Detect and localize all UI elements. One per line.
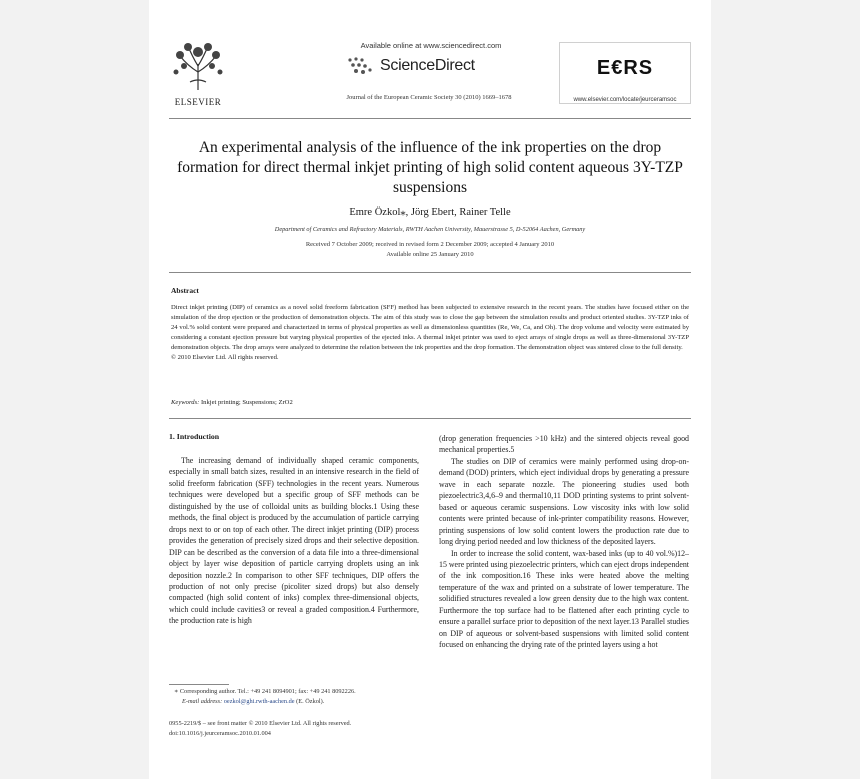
abstract-bottom-divider xyxy=(169,418,691,419)
doi-line[interactable]: doi:10.1016/j.jeurceramsoc.2010.01.004 xyxy=(169,730,271,737)
footnote-divider xyxy=(169,684,229,685)
keywords-line xyxy=(171,399,293,406)
abstract-copyright: © 2010 Elsevier Ltd. All rights reserved. xyxy=(171,354,279,362)
footnote xyxy=(174,687,434,706)
abstract-body xyxy=(171,303,689,364)
journal-cover-logo: E€RS xyxy=(596,57,654,79)
keywords-label: Keywords: xyxy=(171,399,200,406)
email-link[interactable]: oezkol@ghi.rwth-aachen.de xyxy=(223,697,295,705)
article-title: An experimental analysis of the influence of the ink properties on the drop formation for direct thermal inkjet printing of high solid content aqueous 3Y-TZP suspensions xyxy=(177,139,683,196)
sciencedirect-dots-icon xyxy=(346,56,376,76)
issn-line: 0955-2219/$ – see front matter © 2010 Elsevier Ltd. All rights reserved. xyxy=(169,720,352,727)
journal-cover xyxy=(559,42,691,104)
author-affiliation: Department of Ceramics and Refractory Materials, RWTH Aachen University, Mauerstrasse 5, D-52064 Aachen, Germany xyxy=(274,226,586,233)
available-online-date: Available online 25 January 2010 xyxy=(386,251,474,258)
header-divider xyxy=(169,118,691,119)
paragraph: The studies on DIP of ceramics were mainly performed using drop-on-demand (DOD) printers, which eject individual drops by generating a pressure wave in each separate nozzle. The pioneering studies used both piezoelectric3,4,6–9 and thermal10,11 DOD printing systems to print solvent-based or aqueous ceramic suspensions. Low viscosity inks with low solid contents were printed because of ink-printer compatibility reasons. However, printing suspensions of low solid content lowers the production rate due to long drying period needed and low thickness of the deposited layers. xyxy=(439,456,689,547)
paragraph: In order to increase the solid content, wax-based inks (up to 40 vol.%)12–15 were printed using piezoelectric printers, which can eject drops independent of the ink composition.16 These inks were heated above the melting temperature of the wax and printed on a substrate of lower temperature. The solidified structures revealed a low green density due to the high wax content. Furthermore the top surface had to be flattened after each printing cycle to ensure a parallel surface prior to deposition of the next layer.13 Parallel studies on DIP of aqueous or solvent-based suspensions with limited solid content focused on enhancing the drying rate of the printed layers using a hot xyxy=(439,548,689,650)
elsevier-logo xyxy=(168,42,228,107)
paragraph: The increasing demand of individually shaped ceramic components, especially in small batch sizes, resulted in an intensive research in the field of solid freeform fabrication (SFF) technologies in the recent years. Numerous techniques were developed but a specific group of SFF methods can be distinguished by the use of colloidal units as building blocks.1 Using these methods, the final object is produced by the accumulation of particle carrying drops next to or on top of each other. The direct inkjet printing (DIP) process provides the generation of precisely sized drops and their selective deposition. DIP can be described as the conversion of a data file into a three-dimensional object by layer wise deposition of particle carrying droplets using an ink deposition nozzle.2 In comparison to other SFF techniques, DIP offers the production of not only precise (picoliter sized drops) but also densely compacted (high solid content of inks) complex three-dimensional objects, which could include cavities3 or reveal a graded composition.4 Furthermore, the production rate is high xyxy=(169,456,419,626)
article-dates xyxy=(169,240,691,260)
available-online-text: Available online at www.sciencedirect.com xyxy=(360,41,502,50)
abstract-heading: Abstract xyxy=(171,286,199,295)
abstract-text: Direct inkjet printing (DIP) of ceramics as a novel solid freeform fabrication (SFF) method has been subjected to extensive research in the recent years. The studies have focused either on the simulation of the drop ejection or the production of demonstration objects. The aim of this study was to close the gap between the simulation results and product oriented studies. 3Y-TZP inks of 24 vol.% solid content were prepared and characterized in terms of physical properties as well as dimensionless quantities (Re, We, Ca, and Oh). The drop volume and velocity were estimated by considering a constant ejection pressure but varying physical properties of the ejected inks. A thermal inkjet printer was used to eject arrays of single drops as well as three-dimensional 3Y-TZP demonstration objects. The drop arrays were analyzed to determine the relation between the ink properties and the drop formation. The demonstration object was sintered close to the full density. xyxy=(171,304,689,352)
abstract-top-divider xyxy=(169,272,691,273)
elsevier-wordmark: ELSEVIER xyxy=(174,97,222,107)
email-label: E-mail address: xyxy=(182,697,223,705)
body-column-right xyxy=(439,433,689,651)
email-line xyxy=(174,697,434,707)
article-identifiers xyxy=(169,719,429,739)
section-heading-introduction: 1. Introduction xyxy=(169,432,220,441)
article-page xyxy=(149,0,711,779)
corresponding-author: ∗ Corresponding author. Tel.: +49 241 8094901; fax: +49 241 8092226. xyxy=(174,688,356,695)
sciencedirect-logo xyxy=(346,54,475,78)
sciencedirect-wordmark: ScienceDirect xyxy=(380,57,475,74)
received-dates: Received 7 October 2009; received in revised form 2 December 2009; accepted 4 January 2010 xyxy=(305,241,555,248)
email-owner: (E. Özkol). xyxy=(296,697,325,705)
keywords-list: Inkjet printing; Suspensions; ZrO2 xyxy=(200,399,293,406)
body-column-left xyxy=(169,455,419,627)
article-authors: Emre Özkol⁎, Jörg Ebert, Rainer Telle xyxy=(349,207,511,218)
paragraph: (drop generation frequencies >10 kHz) and the sintered objects reveal good mechanical properties.5 xyxy=(439,434,689,455)
elsevier-tree-icon xyxy=(170,42,226,92)
journal-cover-url: www.elsevier.com/locate/jeurceramsoc xyxy=(573,97,677,103)
journal-citation: Journal of the European Ceramic Society 30 (2010) 1669–1678 xyxy=(346,94,512,101)
